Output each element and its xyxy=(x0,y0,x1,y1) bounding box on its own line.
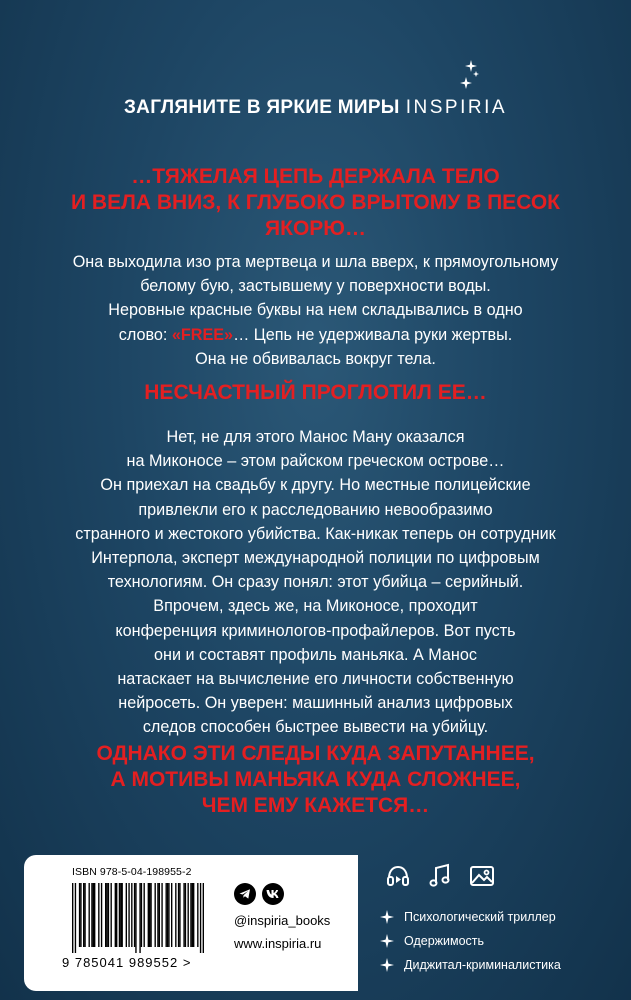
paragraph-line: на Миконосе – этом райском греческом острове… xyxy=(126,452,505,471)
statement-heading: НЕСЧАСТНЫЙ ПРОГЛОТИЛ ЕЕ… xyxy=(144,381,487,404)
quote-line: И ВЕЛА ВНИЗ, К ГЛУБОКО ВРЫТОМУ В ПЕСОК xyxy=(71,191,560,214)
paragraph-line: странного и жестокого убийства. Как-никак теперь он сотрудник xyxy=(75,524,556,543)
quote-line: ЯКОРЮ… xyxy=(265,217,366,240)
social-panel xyxy=(214,855,358,991)
paragraph-line: конференция криминологов-профайлеров. Вот пусть xyxy=(115,621,516,640)
paragraph-line: натаскает на вычисление его личности собственную xyxy=(117,670,514,689)
feature-icons xyxy=(385,863,620,889)
closing-line: А МОТИВЫ МАНЬЯКА КУДА СЛОЖНЕЕ, xyxy=(110,768,521,791)
paragraph-text: слово: xyxy=(118,325,172,344)
isbn-number: ISBN 978-5-04-198955-2 xyxy=(72,866,192,878)
paragraph-line: Впрочем, здесь же, на Миконосе, проходит xyxy=(153,597,478,616)
telegram-handle[interactable]: @inspiria_books xyxy=(234,913,331,928)
features-block xyxy=(380,863,620,977)
paragraph-line: следов способен быстрее вывести на убийцу. xyxy=(142,718,489,737)
closing-line: ОДНАКО ЭТИ СЛЕДЫ КУДА ЗАПУТАННЕЕ, xyxy=(96,742,535,765)
synopsis-paragraph xyxy=(24,425,607,740)
audio-icon xyxy=(385,863,411,889)
publisher-logo-text: INSPIRIA xyxy=(405,97,508,118)
paragraph-line: Она не обвивалась вокруг тела. xyxy=(195,349,436,368)
genre-tag xyxy=(380,905,620,929)
star-bullet-icon xyxy=(380,958,394,972)
genre-tag-label: Диджитал-криминалистика xyxy=(404,958,561,972)
barcode-panel xyxy=(24,855,214,991)
paragraph-line: привлекли его к расследованию невообразимо xyxy=(138,500,493,519)
genre-tag-label: Одержимость xyxy=(404,934,485,948)
opening-quote xyxy=(20,164,611,242)
quote-line: …ТЯЖЕЛАЯ ЦЕПЬ ДЕРЖАЛА ТЕЛО xyxy=(131,165,500,188)
paragraph-text: … Цепь не удерживала руки жертвы. xyxy=(233,325,513,344)
genre-tag-label: Психологический триллер xyxy=(404,910,556,924)
star-bullet-icon xyxy=(380,910,394,924)
barcode-image xyxy=(72,883,204,953)
closing-line: ЧЕМ ЕМУ КАЖЕТСЯ… xyxy=(201,794,430,817)
paragraph-line: Интерпола, эксперт международной полиции по цифровым xyxy=(91,549,540,568)
paragraph-line: они и составят профиль маньяка. А Манос xyxy=(154,645,477,664)
barcode-digits: 9 785041 989552 > xyxy=(62,955,192,970)
paragraph-line: Он приехал на свадьбу к другу. Но местные полицейские xyxy=(100,476,531,495)
genre-tags xyxy=(380,905,620,977)
sparkle-stars-icon xyxy=(458,60,482,92)
paragraph-line: Нет, не для этого Манос Ману оказался xyxy=(166,428,465,446)
header-tagline: ЗАГЛЯНИТЕ В ЯРКИЕ МИРЫ xyxy=(123,97,400,118)
social-icons xyxy=(234,883,358,905)
free-word: «FREE» xyxy=(171,325,234,344)
genre-tag xyxy=(380,953,620,977)
paragraph-line: нейросеть. Он уверен: машинный анализ цифровых xyxy=(118,694,513,713)
publisher-header xyxy=(0,97,631,119)
vk-icon[interactable] xyxy=(262,883,284,905)
genre-tag xyxy=(380,929,620,953)
website-link[interactable]: www.inspiria.ru xyxy=(234,936,322,951)
star-bullet-icon xyxy=(380,934,394,948)
music-icon xyxy=(429,863,451,889)
image-icon xyxy=(469,863,495,889)
paragraph-line: Она выходила изо рта мертвеца и шла вверх, к прямоугольному xyxy=(72,253,559,271)
paragraph-line: белому бую, застывшему у поверхности воды. xyxy=(140,277,491,296)
excerpt-paragraph xyxy=(24,250,607,371)
paragraph-line: Неровные красные буквы на нем складывались в одно xyxy=(108,301,523,320)
closing-statement xyxy=(20,741,611,819)
telegram-icon[interactable] xyxy=(234,883,256,905)
paragraph-line: технологиям. Он сразу понял: этот убийца – серийный. xyxy=(107,573,524,592)
paragraph-line xyxy=(24,323,607,347)
